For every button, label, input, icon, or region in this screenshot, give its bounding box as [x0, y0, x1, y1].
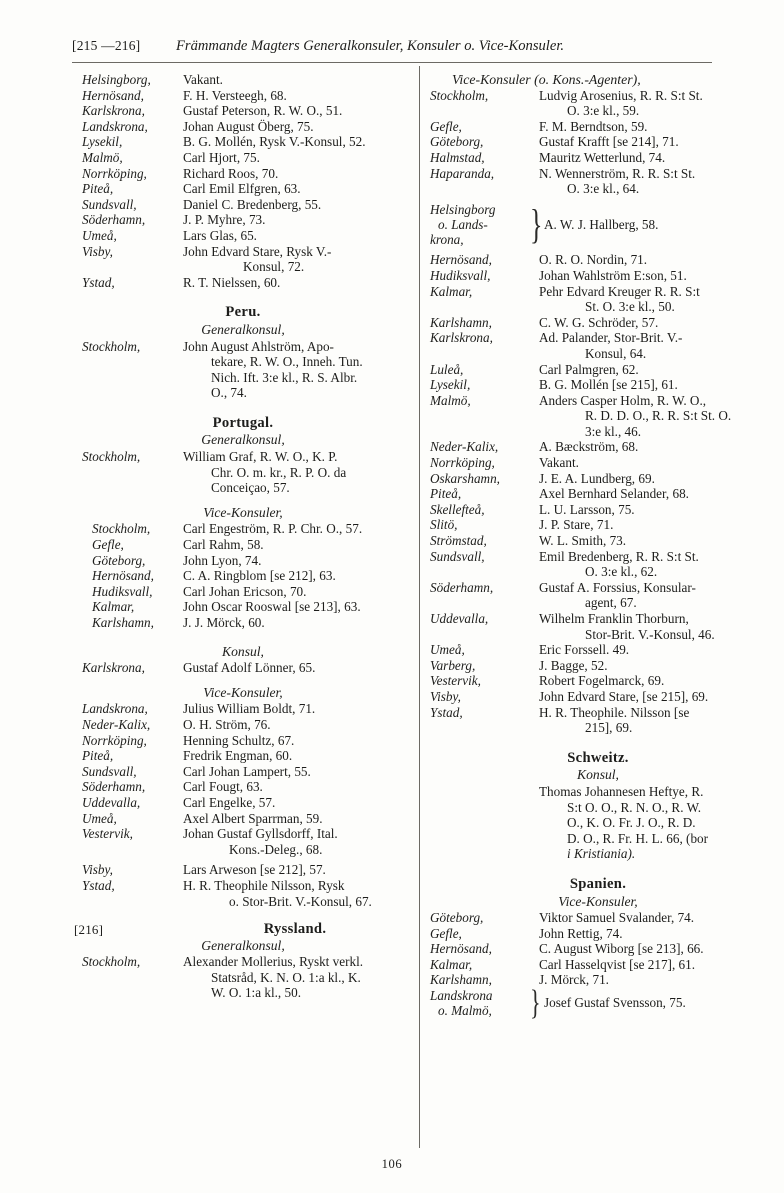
entry-body: C. A. Ringblom [se 212], 63. [183, 568, 336, 584]
entry-body: Lars Arweson [se 212], 57. [183, 862, 326, 878]
place-label: Söderhamn, [82, 212, 146, 228]
entry-body: John Edvard Stare, Rysk V.- Konsul, 72. [183, 243, 332, 275]
place-label: Söderhamn, [82, 779, 146, 795]
place-label: Neder-Kalix, [82, 716, 151, 732]
entry-body: John Lyon, 74. [183, 552, 262, 568]
place-label: Strömstad, [430, 533, 487, 549]
list-item [74, 134, 412, 150]
entry-body: Gustaf Adolf Lönner, 65. [183, 660, 316, 676]
header-rule [72, 62, 712, 63]
list-item [430, 926, 766, 942]
country-heading: Peru. [225, 304, 261, 321]
entry-body: Carl Engeström, R. P. Chr. O., 57. [183, 521, 363, 537]
list-item [430, 166, 766, 197]
country-heading: Schweitz. [567, 749, 629, 766]
place-label: Lysekil, [430, 377, 471, 393]
place-label-group: Helsingborg o. Lands- krona, [430, 201, 496, 248]
rank-subheading: Konsul, [222, 643, 264, 659]
entry-body: Daniel C. Bredenberg, 55. [183, 196, 322, 212]
entry-body: Robert Fogelmarck, 69. [539, 673, 665, 689]
place-label: Uddevalla, [430, 611, 489, 627]
entry-body: Ad. Palander, Stor-Brit. V.- Konsul, 64. [539, 330, 683, 361]
entry-body: Gustaf A. Forssius, Konsular- agent, 67. [539, 579, 696, 611]
section-peru [74, 305, 412, 401]
list-item [74, 954, 412, 1001]
entry-body: Fredrik Engman, 60. [183, 748, 293, 764]
entry-body: Johan Wahlström E:son, 51. [539, 267, 687, 283]
place-label: Uddevalla, [82, 794, 141, 810]
list-item [430, 517, 766, 533]
entry-body: John Edvard Stare, [se 215], 69. [539, 688, 709, 704]
place-label: Hudiksvall, [430, 267, 491, 283]
rank-subheading: Vice-Konsuler, [558, 893, 638, 909]
place-label: Söderhamn, [430, 579, 494, 595]
place-label: Sundsvall, [82, 196, 137, 212]
rank-subheading: Vice-Konsuler, [203, 504, 283, 520]
list-item [74, 811, 412, 827]
list-item [74, 197, 412, 213]
country-heading: Ryssland. [263, 921, 327, 938]
place-label: Karlshamn, [92, 615, 154, 630]
list-item [430, 689, 766, 705]
list-item [74, 584, 412, 600]
entry-body: Johan August Öberg, 75. [183, 118, 314, 134]
place-label: Landskrona, [82, 118, 148, 134]
place-label: Oskarshamn, [430, 470, 500, 486]
entry-body: Carl Fougt, 63. [183, 779, 263, 795]
place-label: Ystad, [82, 877, 115, 893]
place-label: Karlshamn, [430, 314, 492, 330]
entry-body: John Oscar Rooswal [se 213], 63. [183, 599, 361, 615]
list-item [430, 502, 766, 518]
place-label: Vestervik, [82, 826, 133, 842]
list-item-grouped [430, 202, 766, 248]
place-label: Visby, [430, 688, 461, 704]
list-item [74, 521, 412, 537]
place-label: Neder-Kalix, [430, 439, 499, 455]
list-item [74, 748, 412, 764]
list-item [430, 549, 766, 580]
list-item [430, 941, 766, 957]
list-item [74, 166, 412, 182]
entry-body: B. G. Mollén [se 215], 61. [539, 377, 678, 393]
list-item [74, 339, 412, 401]
running-head-folio: [215 —216] [72, 38, 141, 53]
entry-body: Josef Gustaf Svensson, 75. [544, 995, 686, 1011]
place-label: Göteborg, [430, 134, 484, 150]
place-label: Umeå, [82, 227, 117, 243]
left-column [74, 72, 412, 1001]
section-folio: [216] [74, 922, 104, 938]
list-item [74, 862, 412, 878]
entry-body: Anders Casper Holm, R. W. O., R. D. D. O., R. R. S:t St. O. 3:e kl., 46. [539, 392, 732, 439]
list-item [74, 599, 412, 615]
list-item [430, 705, 766, 736]
entry-body: Richard Roos, 70. [183, 165, 279, 181]
list-item [74, 150, 412, 166]
list-item [430, 611, 766, 642]
list-item [74, 88, 412, 104]
list-item [430, 330, 766, 361]
rank-subheading: Vice-Konsuler (o. Kons.-Agenter), [452, 72, 641, 87]
list-item [430, 268, 766, 284]
place-label: Hernösand, [430, 941, 492, 957]
list-item [74, 795, 412, 811]
place-label: Malmö, [82, 149, 123, 165]
list-item [430, 439, 766, 455]
place-label: Umeå, [82, 810, 117, 826]
entry-body: O. R. O. Nordin, 71. [539, 252, 648, 268]
entry-body: B. G. Mollén, Rysk V.-Konsul, 52. [183, 134, 366, 150]
entry-body: J. Mörck, 71. [539, 972, 609, 988]
entry-body: L. U. Larsson, 75. [539, 501, 635, 517]
list-item [74, 181, 412, 197]
list-item [430, 486, 766, 502]
place-label: Göteborg, [92, 552, 146, 568]
list-item [430, 658, 766, 674]
section-schweitz [430, 751, 766, 862]
list-item [430, 315, 766, 331]
place-label: Gefle, [430, 925, 462, 941]
place-label: Karlshamn, [430, 972, 492, 988]
place-label: Malmö, [430, 392, 471, 408]
entry-body: Lars Glas, 65. [183, 227, 257, 243]
entry-body: Mauritz Wetterlund, 74. [539, 149, 666, 165]
entry-body: Vakant. [183, 72, 223, 87]
list-item [74, 553, 412, 569]
rank-subheading: Generalkonsul, [201, 321, 285, 337]
list-item [430, 284, 766, 315]
section-spanien [430, 875, 766, 1023]
place-label: Karlskrona, [82, 103, 145, 119]
place-label: Kalmar, [92, 599, 135, 615]
place-label: Sundsvall, [82, 763, 137, 779]
list-item [74, 449, 412, 496]
entry-body: Henning Schultz, 67. [183, 732, 295, 748]
rank-subheading: Generalkonsul, [201, 937, 285, 953]
place-label: Norrköping, [82, 165, 147, 181]
place-label: Haparanda, [430, 165, 495, 181]
place-label: Gefle, [430, 118, 462, 134]
list-item [74, 717, 412, 733]
list-item [74, 228, 412, 244]
list-item [74, 103, 412, 119]
list-item [74, 275, 412, 291]
place-label: Vestervik, [430, 673, 481, 689]
section-ryssland [74, 922, 412, 1001]
section-folio-row [74, 922, 412, 938]
entry-body: Axel Albert Sparrman, 59. [183, 810, 323, 826]
list-item [74, 72, 412, 88]
entry-body: J. P. Myhre, 73. [183, 212, 266, 228]
place-label: Visby, [82, 243, 113, 259]
list-item [430, 673, 766, 689]
list-item [430, 957, 766, 973]
place-label: Stockholm, [92, 521, 151, 537]
place-label: Karlskrona, [430, 330, 493, 346]
place-label: Piteå, [82, 748, 114, 764]
list-item [74, 733, 412, 749]
list-item [430, 580, 766, 611]
list-item [430, 88, 766, 119]
place-label: Stockholm, [430, 87, 489, 103]
place-label: Ystad, [82, 274, 115, 290]
entry-body: Julius William Boldt, 71. [183, 701, 316, 717]
entry-body: Carl Engelke, 57. [183, 794, 276, 810]
list-item [74, 119, 412, 135]
entry-body: Carl Hasselqvist [se 217], 61. [539, 956, 696, 972]
list-item [74, 826, 412, 857]
place-label: Hernösand, [430, 252, 492, 268]
place-label: Hernösand, [82, 87, 144, 103]
list-item [74, 878, 412, 909]
place-label: Skellefteå, [430, 501, 485, 517]
entry-body: Vakant. [539, 455, 579, 471]
entry-body: Ludvig Arosenius, R. R. S:t St. O. 3:e kl., 59. [539, 87, 703, 119]
place-label: Kalmar, [430, 956, 473, 972]
list-item [74, 615, 412, 631]
rank-subheading: Generalkonsul, [201, 432, 285, 448]
place-label: Karlskrona, [82, 660, 145, 676]
entry-body: C. August Wiborg [se 213], 66. [539, 941, 704, 957]
place-label: Stockholm, [82, 338, 141, 354]
entry-body: A. Bæckström, 68. [539, 439, 639, 455]
list-item [430, 252, 766, 268]
list-item [74, 537, 412, 553]
entry-body: Alexander Mollerius, Ryskt verkl. Statsråd, K. N. O. 1:a kl., K. W. O. 1:a kl., 50. [183, 954, 364, 1001]
place-label: Visby, [82, 862, 113, 878]
place-label: Sundsvall, [430, 548, 485, 564]
list-item [430, 910, 766, 926]
list-item [430, 471, 766, 487]
entry-body: H. R. Theophile. Nilsson [se 215], 69. [539, 704, 690, 736]
right-column [430, 72, 766, 1023]
place-label: Slitö, [430, 517, 458, 533]
entry-body: Carl Rahm, 58. [183, 537, 264, 553]
place-label: Kalmar, [430, 283, 473, 299]
entry-body: John August Ahlström, Apo- tekare, R. W. O., Inneh. Tun. Nich. Ift. 3:e kl., R. S. Albr. O., 74. [183, 338, 363, 401]
entry-body: C. W. G. Schröder, 57. [539, 314, 659, 330]
entry-body: N. Wennerström, R. R. S:t St. O. 3:e kl., 64. [539, 165, 696, 197]
entry-body: Gustaf Krafft [se 214], 71. [539, 134, 679, 150]
list-item [430, 134, 766, 150]
place-label: Stockholm, [82, 449, 141, 465]
list-item [74, 779, 412, 795]
place-label: Umeå, [430, 642, 465, 658]
entry-body: Carl Hjort, 75. [183, 149, 260, 165]
entry-body: Gustaf Peterson, R. W. O., 51. [183, 103, 343, 119]
list-item [430, 533, 766, 549]
list-item [74, 244, 412, 275]
entry-body: Pehr Edvard Kreuger R. R. S:t St. O. 3:e kl., 50. [539, 283, 700, 315]
running-head [72, 38, 712, 55]
place-label: Norrköping, [82, 732, 147, 748]
country-heading: Spanien. [569, 875, 627, 892]
place-label: Piteå, [430, 486, 462, 502]
list-item [430, 972, 766, 988]
entry-body: Wilhelm Franklin Thorburn, Stor-Brit. V.-Konsul, 46. [539, 611, 715, 642]
entry-body: John Rettig, 74. [539, 925, 623, 941]
entry-body: J. E. A. Lundberg, 69. [539, 470, 655, 486]
place-label: Göteborg, [430, 910, 484, 926]
list-item [430, 393, 766, 440]
entry-body: William Graf, R. W. O., K. P. Chr. O. m. kr., R. P. O. da Conceiçao, 57. [183, 449, 347, 496]
list-item [430, 455, 766, 471]
entry-body: Johan Gustaf Gyllsdorff, Ital. Kons.-Deleg., 68. [183, 826, 338, 857]
running-head-title: Främmande Magters Generalkonsuler, Konsuler o. Vice-Konsuler. [176, 38, 565, 54]
list-item [430, 150, 766, 166]
entry-body: Axel Bernhard Selander, 68. [539, 486, 689, 502]
list-item [74, 701, 412, 717]
place-label: Landskrona, [82, 701, 148, 717]
brace-icon: } [530, 200, 543, 247]
entry-body: J. Bagge, 52. [539, 657, 608, 673]
entry-body: J. P. Stare, 71. [539, 517, 614, 533]
section-portugal [74, 416, 412, 909]
entry-body: Eric Forssell. 49. [539, 642, 630, 658]
place-label: Hudiksvall, [92, 583, 153, 599]
place-label: Luleå, [430, 361, 464, 377]
place-label: Varberg, [430, 657, 476, 673]
left-continued-list [74, 72, 412, 290]
entry-body: F. H. Versteegh, 68. [183, 87, 287, 103]
place-label-group: Landskrona o. Malmö, [430, 988, 493, 1019]
place-label: Piteå, [82, 181, 114, 197]
entry-body: F. M. Berndtson, 59. [539, 118, 648, 134]
rank-subheading: Konsul, [577, 767, 619, 783]
entry-body: Thomas Johannesen Heftye, R. S:t O. O., R. N. O., R. W. O., K. O. Fr. J. O., R. D. D. O., R. Fr. H. L. 66, (bor i Kristiania). [539, 783, 709, 862]
place-label: Halmstad, [430, 149, 485, 165]
list-item [430, 119, 766, 135]
page-number: 106 [381, 1157, 403, 1171]
place-label: Lysekil, [82, 134, 123, 150]
list-item [74, 212, 412, 228]
list-item [430, 377, 766, 393]
list-item-grouped [430, 982, 766, 1023]
list-item [74, 764, 412, 780]
place-label: Gefle, [92, 537, 124, 553]
entry-body: Viktor Samuel Svalander, 74. [539, 910, 695, 926]
place-label: Helsingborg, [82, 72, 151, 87]
list-item [430, 784, 766, 862]
entry-body: O. H. Ström, 76. [183, 716, 271, 732]
entry-body: A. W. J. Hallberg, 58. [544, 216, 659, 232]
list-item [430, 642, 766, 658]
place-label: Stockholm, [82, 954, 141, 970]
entry-body: R. T. Nielssen, 60. [183, 274, 281, 290]
country-heading: Portugal. [212, 414, 274, 431]
brace-icon: } [530, 982, 541, 1023]
list-item [74, 568, 412, 584]
place-label: Ystad, [430, 704, 463, 720]
column-divider [419, 66, 420, 1148]
entry-body: J. J. Mörck, 60. [183, 615, 265, 630]
place-label: Hernösand, [92, 568, 154, 584]
place-label: Norrköping, [430, 455, 495, 471]
entry-body: Carl Johan Lampert, 55. [183, 763, 311, 779]
rank-subheading: Vice-Konsuler, [203, 684, 283, 700]
entry-body: H. R. Theophile Nilsson, Rysk o. Stor-Brit. V.-Konsul, 67. [183, 877, 372, 909]
entry-body: Emil Bredenberg, R. R. S:t St. O. 3:e kl., 62. [539, 548, 699, 580]
entry-body: W. L. Smith, 73. [539, 533, 627, 549]
list-item [430, 362, 766, 378]
list-item [74, 660, 412, 676]
entry-body: Carl Emil Elfgren, 63. [183, 181, 301, 197]
entry-body: Carl Johan Ericson, 70. [183, 583, 307, 599]
entry-body: Carl Palmgren, 62. [539, 361, 639, 377]
